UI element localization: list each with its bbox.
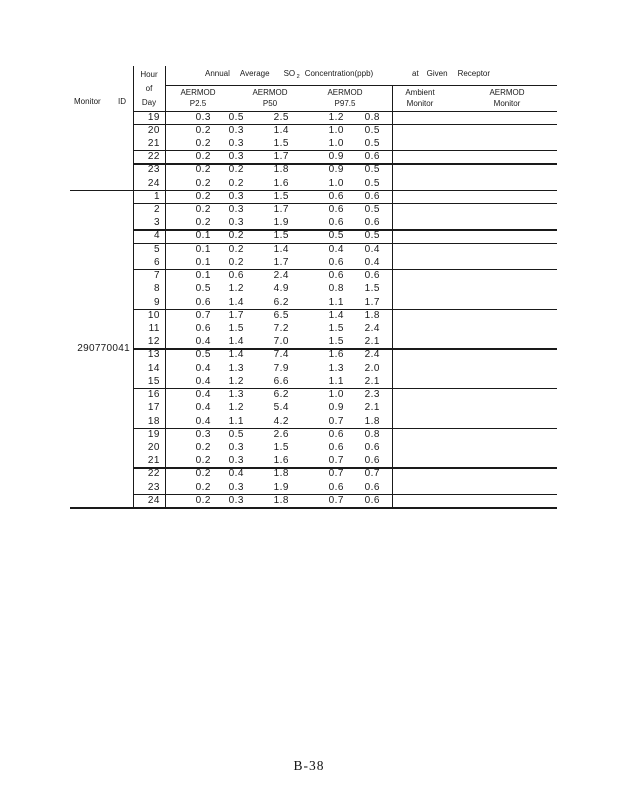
table-row xyxy=(70,388,557,401)
value-cell: 1.2 xyxy=(228,402,244,414)
value-cell-aermod-p97-5: 2.0 xyxy=(364,362,380,374)
table-row xyxy=(70,401,557,414)
hour-cell: 14 xyxy=(147,362,160,374)
table-row xyxy=(70,282,557,295)
value-cell-aermod-p97-5: 0.5 xyxy=(364,124,380,136)
value-cell-aermod-p2-5: 0.2 xyxy=(195,190,211,202)
table-row xyxy=(70,362,557,375)
row-group-rule xyxy=(133,428,557,429)
value-cell: 1.4 xyxy=(228,296,244,308)
value-cell: 0.9 xyxy=(328,151,344,163)
row-group-rule xyxy=(133,388,557,389)
hour-cell: 20 xyxy=(147,124,160,136)
value-cell-aermod-p97-5: 0.4 xyxy=(364,256,380,268)
row-group-rule xyxy=(133,309,557,310)
value-cell-aermod-p2-5: 0.2 xyxy=(195,177,211,189)
value-cell: 0.6 xyxy=(328,190,344,202)
row-group-rule xyxy=(133,243,557,244)
value-cell-aermod-p50: 1.5 xyxy=(273,441,289,453)
value-cell-aermod-p97-5: 0.6 xyxy=(364,455,380,467)
value-cell-aermod-p2-5: 0.6 xyxy=(195,296,211,308)
value-cell-aermod-p2-5: 0.2 xyxy=(195,217,211,229)
value-cell: 0.4 xyxy=(328,243,344,255)
section-separator-rule xyxy=(70,190,557,192)
value-cell-aermod-p97-5: 0.6 xyxy=(364,481,380,493)
value-cell: 0.8 xyxy=(328,283,344,295)
value-cell: 1.1 xyxy=(328,375,344,387)
value-cell-aermod-p50: 1.9 xyxy=(273,481,289,493)
chemical-formula: SO $_2$ xyxy=(283,69,300,80)
value-cell-aermod-p97-5: 0.6 xyxy=(364,151,380,163)
value-cell: 1.5 xyxy=(328,323,344,334)
value-cell-aermod-p2-5: 0.5 xyxy=(195,283,211,295)
value-cell: 0.3 xyxy=(228,217,244,229)
title-word: Average xyxy=(239,69,270,78)
value-cell-aermod-p50: 7.2 xyxy=(273,323,289,334)
value-cell-aermod-p97-5: 0.6 xyxy=(364,217,380,229)
value-cell-aermod-p97-5: 2.1 xyxy=(364,375,380,387)
value-cell-aermod-p97-5: 0.5 xyxy=(364,204,380,216)
value-cell: 1.2 xyxy=(228,375,244,387)
hour-cell: 8 xyxy=(153,283,160,295)
value-cell-aermod-p50: 1.6 xyxy=(273,455,289,467)
table-row xyxy=(70,269,557,282)
value-cell: 1.2 xyxy=(228,283,244,295)
hour-cell: 20 xyxy=(147,441,160,453)
col-header-ambient-monitor: Ambient Monitor xyxy=(405,87,435,108)
hour-cell: 15 xyxy=(147,375,160,387)
value-cell: 0.5 xyxy=(328,230,344,242)
value-cell-aermod-p97-5: 2.1 xyxy=(364,336,380,348)
hour-cell: 1 xyxy=(153,190,160,202)
hour-cell: 10 xyxy=(147,309,160,321)
value-cell-aermod-p97-5: 0.8 xyxy=(364,111,380,123)
value-cell-aermod-p2-5: 0.2 xyxy=(195,164,211,176)
value-cell-aermod-p50: 7.0 xyxy=(273,336,289,348)
title-word: Receptor xyxy=(457,69,491,78)
value-cell-aermod-p50: 5.4 xyxy=(273,402,289,414)
value-cell-aermod-p97-5: 2.3 xyxy=(364,389,380,401)
value-cell: 1.5 xyxy=(228,323,244,334)
value-cell: 1.0 xyxy=(328,124,344,136)
value-cell: 1.1 xyxy=(328,296,344,308)
value-cell-aermod-p97-5: 0.5 xyxy=(364,177,380,189)
value-cell-aermod-p50: 1.7 xyxy=(273,256,289,268)
table-row xyxy=(70,454,557,467)
value-cell-aermod-p50: 1.8 xyxy=(273,164,289,176)
col-header-aermod-p2-5: AERMOD P2.5 xyxy=(180,87,216,108)
col-header-aermod-p50: AERMOD P50 xyxy=(252,87,288,108)
table-row xyxy=(70,137,557,150)
value-cell: 0.6 xyxy=(328,270,344,282)
value-cell-aermod-p2-5: 0.5 xyxy=(195,349,211,361)
value-cell: 0.6 xyxy=(228,270,244,282)
value-cell-aermod-p97-5: 0.6 xyxy=(364,190,380,202)
value-cell-aermod-p50: 7.4 xyxy=(273,349,289,361)
value-cell: 0.3 xyxy=(228,124,244,136)
row-group-rule xyxy=(133,203,557,204)
value-cell: 1.0 xyxy=(328,389,344,401)
value-cell: 1.2 xyxy=(328,111,344,123)
value-cell-aermod-p2-5: 0.2 xyxy=(195,137,211,149)
value-cell: 0.6 xyxy=(328,204,344,216)
value-cell: 0.2 xyxy=(228,230,244,242)
value-cell-aermod-p50: 2.6 xyxy=(273,428,289,440)
value-cell-aermod-p97-5: 1.8 xyxy=(364,309,380,321)
value-cell: 0.7 xyxy=(328,415,344,427)
col-header-monitor: Monitor xyxy=(74,97,101,106)
table-row xyxy=(70,375,557,388)
value-cell-aermod-p50: 1.4 xyxy=(273,124,289,136)
value-cell: 0.5 xyxy=(228,111,244,123)
table-row xyxy=(70,111,557,124)
value-cell-aermod-p2-5: 0.2 xyxy=(195,468,211,480)
value-cell-aermod-p2-5: 0.6 xyxy=(195,323,211,334)
row-group-rule xyxy=(133,269,557,270)
row-group-rule xyxy=(133,467,557,468)
value-cell: 1.5 xyxy=(328,336,344,348)
hour-cell: 22 xyxy=(147,151,160,163)
value-cell-aermod-p97-5: 2.4 xyxy=(364,323,380,334)
value-cell: 1.0 xyxy=(328,177,344,189)
table-row xyxy=(70,256,557,269)
row-group-rule xyxy=(133,494,557,495)
table-row xyxy=(70,296,557,309)
value-cell: 0.2 xyxy=(228,256,244,268)
value-cell-aermod-p97-5: 2.4 xyxy=(364,349,380,361)
value-cell-aermod-p97-5: 0.5 xyxy=(364,137,380,149)
table-row xyxy=(70,494,557,507)
col-header-monitor-id xyxy=(70,97,133,109)
value-cell-aermod-p50: 1.5 xyxy=(273,190,289,202)
value-cell: 1.6 xyxy=(328,349,344,361)
table-row xyxy=(70,177,557,190)
table-title-left xyxy=(165,69,392,84)
value-cell-aermod-p50: 1.7 xyxy=(273,151,289,163)
hour-cell: 23 xyxy=(147,481,160,493)
value-cell-aermod-p2-5: 0.2 xyxy=(195,481,211,493)
hour-cell: 12 xyxy=(147,336,160,348)
value-cell-aermod-p50: 7.9 xyxy=(273,362,289,374)
value-cell-aermod-p2-5: 0.3 xyxy=(195,111,211,123)
hour-cell: 7 xyxy=(153,270,160,282)
value-cell: 1.1 xyxy=(228,415,244,427)
table-row xyxy=(70,335,557,348)
value-cell-aermod-p50: 4.9 xyxy=(273,283,289,295)
value-cell: 0.3 xyxy=(228,441,244,453)
col-header-aermod-monitor: AERMOD Monitor xyxy=(489,87,525,108)
value-cell-aermod-p2-5: 0.4 xyxy=(195,402,211,414)
value-cell-aermod-p2-5: 0.1 xyxy=(195,256,211,268)
hour-cell: 24 xyxy=(147,494,160,506)
value-cell: 1.3 xyxy=(228,389,244,401)
value-cell-aermod-p2-5: 0.7 xyxy=(195,309,211,321)
value-cell-aermod-p50: 1.7 xyxy=(273,204,289,216)
value-cell-aermod-p50: 6.5 xyxy=(273,309,289,321)
value-cell-aermod-p50: 6.6 xyxy=(273,375,289,387)
value-cell-aermod-p50: 2.4 xyxy=(273,270,289,282)
row-group-rule xyxy=(133,124,557,125)
value-cell: 0.6 xyxy=(328,428,344,440)
table-row xyxy=(70,150,557,163)
hour-cell: 23 xyxy=(147,164,160,176)
value-cell-aermod-p50: 4.2 xyxy=(273,415,289,427)
hour-cell: 4 xyxy=(153,230,160,242)
value-cell-aermod-p97-5: 0.7 xyxy=(364,468,380,480)
table-row xyxy=(70,415,557,428)
value-cell-aermod-p97-5: 1.5 xyxy=(364,283,380,295)
value-cell: 0.7 xyxy=(328,455,344,467)
value-cell: 0.3 xyxy=(228,137,244,149)
col-header-hour-of-day: Hour of Day xyxy=(140,70,158,108)
value-cell: 1.3 xyxy=(228,362,244,374)
hour-cell: 2 xyxy=(153,204,160,216)
value-cell-aermod-p2-5: 0.2 xyxy=(195,151,211,163)
table-row xyxy=(70,441,557,454)
value-cell-aermod-p50: 1.6 xyxy=(273,177,289,189)
value-cell-aermod-p97-5: 0.6 xyxy=(364,441,380,453)
value-cell: 0.6 xyxy=(328,256,344,268)
value-cell-aermod-p97-5: 0.5 xyxy=(364,230,380,242)
value-cell: 1.3 xyxy=(328,362,344,374)
value-cell-aermod-p50: 6.2 xyxy=(273,296,289,308)
value-cell-aermod-p2-5: 0.4 xyxy=(195,336,211,348)
hour-cell: 17 xyxy=(147,402,160,414)
value-cell: 0.2 xyxy=(228,177,244,189)
value-cell-aermod-p97-5: 2.1 xyxy=(364,402,380,414)
value-cell-aermod-p97-5: 0.6 xyxy=(364,494,380,506)
value-cell: 1.4 xyxy=(228,336,244,348)
value-cell-aermod-p97-5: 0.4 xyxy=(364,243,380,255)
section-separator-rule xyxy=(70,507,557,509)
monitor-id-label: 290770041 xyxy=(77,342,130,354)
value-cell: 0.3 xyxy=(228,494,244,506)
data-table xyxy=(70,66,557,508)
title-word: at xyxy=(412,69,419,78)
value-cell: 0.7 xyxy=(328,494,344,506)
value-cell-aermod-p2-5: 0.2 xyxy=(195,204,211,216)
table-row xyxy=(70,481,557,494)
title-word: Annual xyxy=(205,69,230,78)
value-cell-aermod-p97-5: 0.6 xyxy=(364,270,380,282)
value-cell-aermod-p2-5: 0.4 xyxy=(195,375,211,387)
table-title-right xyxy=(392,69,557,84)
value-cell: 0.9 xyxy=(328,164,344,176)
table-row xyxy=(70,229,557,242)
table-row xyxy=(70,216,557,229)
hour-cell: 24 xyxy=(147,177,160,189)
value-cell: 0.3 xyxy=(228,455,244,467)
row-group-rule xyxy=(133,229,557,230)
value-cell-aermod-p50: 1.8 xyxy=(273,494,289,506)
value-cell: 1.4 xyxy=(328,309,344,321)
title-word: Given xyxy=(426,69,448,78)
hour-cell: 19 xyxy=(147,428,160,440)
value-cell-aermod-p2-5: 0.1 xyxy=(195,270,211,282)
value-cell: 0.6 xyxy=(328,217,344,229)
value-cell-aermod-p2-5: 0.3 xyxy=(195,428,211,440)
value-cell-aermod-p97-5: 0.5 xyxy=(364,164,380,176)
value-cell-aermod-p2-5: 0.4 xyxy=(195,415,211,427)
hour-cell: 9 xyxy=(153,296,160,308)
row-group-rule xyxy=(133,348,557,349)
table-row xyxy=(70,467,557,480)
value-cell: 0.5 xyxy=(228,428,244,440)
value-cell-aermod-p2-5: 0.4 xyxy=(195,362,211,374)
row-group-rule xyxy=(133,150,557,151)
hour-cell: 21 xyxy=(147,455,160,467)
hour-cell: 11 xyxy=(148,323,160,334)
title-word: Concentration(ppb) xyxy=(304,69,374,78)
value-cell-aermod-p2-5: 0.2 xyxy=(195,124,211,136)
value-cell: 1.4 xyxy=(228,349,244,361)
value-cell: 0.4 xyxy=(228,468,244,480)
table-row xyxy=(70,163,557,176)
hour-cell: 18 xyxy=(147,415,160,427)
col-header-aermod-p97-5: AERMOD P97.5 xyxy=(327,87,363,108)
hour-cell: 6 xyxy=(153,256,160,268)
value-cell-aermod-p50: 2.5 xyxy=(273,111,289,123)
value-cell: 0.2 xyxy=(228,243,244,255)
hour-cell: 5 xyxy=(153,243,160,255)
table-row xyxy=(70,190,557,203)
value-cell-aermod-p2-5: 0.2 xyxy=(195,441,211,453)
table-row xyxy=(70,348,557,361)
value-cell-aermod-p50: 1.4 xyxy=(273,243,289,255)
subscript: 2 xyxy=(296,74,300,80)
value-cell-aermod-p97-5: 1.8 xyxy=(364,415,380,427)
table-row xyxy=(70,124,557,137)
value-cell-aermod-p2-5: 0.4 xyxy=(195,389,211,401)
col-header-id: ID xyxy=(118,97,126,106)
value-cell-aermod-p2-5: 0.2 xyxy=(195,455,211,467)
value-cell: 0.7 xyxy=(328,468,344,480)
value-cell: 0.3 xyxy=(228,481,244,493)
table-row xyxy=(70,322,557,335)
value-cell: 1.7 xyxy=(228,309,244,321)
hour-cell: 21 xyxy=(147,137,160,149)
value-cell-aermod-p50: 1.5 xyxy=(273,137,289,149)
value-cell: 0.9 xyxy=(328,402,344,414)
table-row xyxy=(70,428,557,441)
value-cell-aermod-p2-5: 0.1 xyxy=(195,243,211,255)
value-cell: 0.6 xyxy=(328,481,344,493)
value-cell: 0.6 xyxy=(328,441,344,453)
hour-cell: 13 xyxy=(147,349,160,361)
value-cell-aermod-p50: 6.2 xyxy=(273,389,289,401)
page-number: B-38 xyxy=(293,758,325,773)
value-cell-aermod-p2-5: 0.2 xyxy=(195,494,211,506)
value-cell-aermod-p50: 1.8 xyxy=(273,468,289,480)
table-row xyxy=(70,243,557,256)
table-row xyxy=(70,203,557,216)
row-group-rule xyxy=(133,163,557,164)
value-cell-aermod-p97-5: 1.7 xyxy=(364,296,380,308)
value-cell-aermod-p50: 1.5 xyxy=(273,230,289,242)
value-cell: 0.3 xyxy=(228,204,244,216)
value-cell-aermod-p97-5: 0.8 xyxy=(364,428,380,440)
hour-cell: 16 xyxy=(147,389,160,401)
value-cell: 0.3 xyxy=(228,190,244,202)
value-cell: 0.3 xyxy=(228,151,244,163)
value-cell: 0.2 xyxy=(228,164,244,176)
hour-cell: 3 xyxy=(153,217,160,229)
table-row xyxy=(70,309,557,322)
hour-cell: 19 xyxy=(147,111,160,123)
value-cell-aermod-p2-5: 0.1 xyxy=(195,230,211,242)
hour-cell: 22 xyxy=(147,468,160,480)
value-cell: 1.0 xyxy=(328,137,344,149)
value-cell-aermod-p50: 1.9 xyxy=(273,217,289,229)
